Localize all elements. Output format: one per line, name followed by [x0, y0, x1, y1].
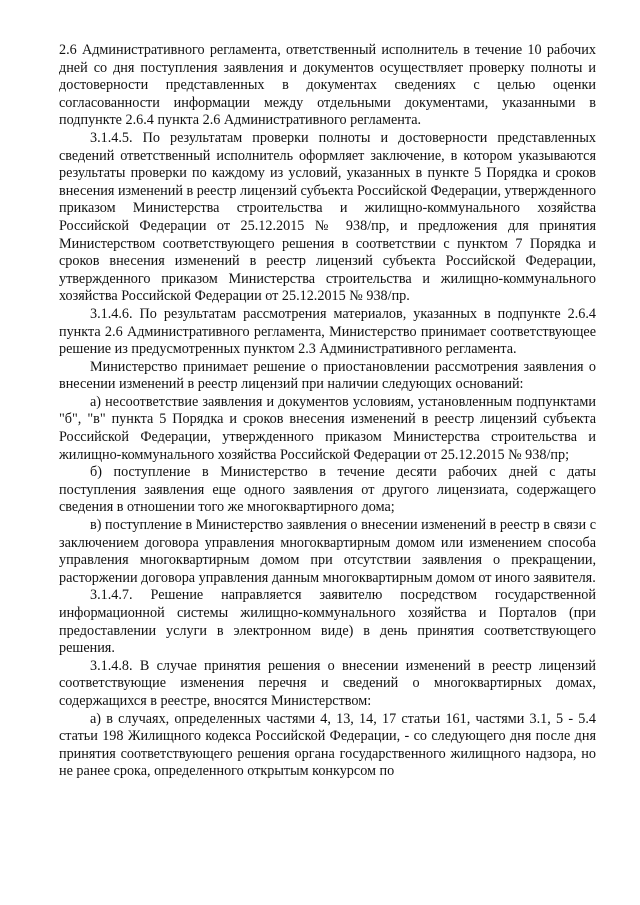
paragraph-item-v: в) поступление в Министерство заявления о внесении изменений в реестр в связи с заключением договора управления многоквартирным домом или изменением способа управления многоквартирным домом при отсутствии заявления о прекращении, расторжении договора управления данным многоквартирным домом от иного заявителя.: [59, 517, 596, 586]
paragraph-3-1-4-8-item-a: а) в случаях, определенных частями 4, 13, 14, 17 статьи 161, частями 3.1, 5 - 5.4 статьи 198 Жилищного кодекса Российской Федерации, - со следующего дня после дня принятия соответствующего решения органа государственного жилищного надзора, но не ранее срока, определенного открытым конкурсом по: [59, 710, 596, 780]
paragraph-3-1-4-6: 3.1.4.6. По результатам рассмотрения материалов, указанных в подпункте 2.6.4 пункта 2.6 Административного регламента, Министерство принимает соответствующее решение из предусмотренных пунктом 2.3 Административного регламента.: [59, 305, 596, 358]
paragraph-item-a: а) несоответствие заявления и документов условиям, установленным подпунктами "б", "в" пункта 5 Порядка и сроков внесения изменений в реестр лицензий субъекта Российской Федерации, утвержденного приказом Министерства строительства и жилищно-коммунального хозяйства Российской Федерации от 25.12.2015 № 938/пр;: [59, 393, 596, 463]
paragraph-3-1-4-7: 3.1.4.7. Решение направляется заявителю посредством государственной информационной системы жилищно-коммунального хозяйства и Порталов (при предоставлении услуги в электронном виде) в день принятия соответствующего решения.: [59, 587, 596, 657]
paragraph-continuation: 2.6 Административного регламента, ответственный исполнитель в течение 10 рабочих дней со дня поступления заявления и документов осуществляет проверку полноты и достоверности представленных в документах сведениях с целью оценки согласованности информации между отдельными документами, указанными в подпункте 2.6.4 пункта 2.6 Административного регламента.: [59, 42, 596, 129]
paragraph-3-1-4-5: 3.1.4.5. По результатам проверки полноты и достоверности представленных сведений ответственный исполнитель оформляет заключение, в котором указываются результаты проверки по каждому из условий, указанных в пункте 5 Порядка и сроков внесения изменений в реестр лицензий субъекта Российской Федерации, утвержденного приказом Министерства строительства и жилищно-коммунального хозяйства Российской Федерации от 25.12.2015 № 938/пр, и предложения для принятия Министерством соответствующего решения в соответствии с пунктом 7 Порядка и сроков внесения изменений в реестр лицензий субъекта Российской Федерации, утвержденного приказом Министерства строительства и жилищно-коммунального хозяйства Российской Федерации от 25.12.2015 № 938/пр.: [59, 129, 596, 305]
paragraph-suspension-grounds: Министерство принимает решение о приостановлении рассмотрения заявления о внесении изменений в реестр лицензий при наличии следующих оснований:: [59, 358, 596, 393]
paragraph-3-1-4-8: 3.1.4.8. В случае принятия решения о внесении изменений в реестр лицензий соответствующие изменения перечня и сведений о многоквартирных домах, содержащихся в реестре, вносятся Министерством:: [59, 657, 596, 709]
paragraph-item-b: б) поступление в Министерство в течение десяти рабочих дней с даты поступления заявления еще одного заявления от другого лицензиата, содержащего сведения в отношении того же многоквартирного дома;: [59, 464, 596, 516]
